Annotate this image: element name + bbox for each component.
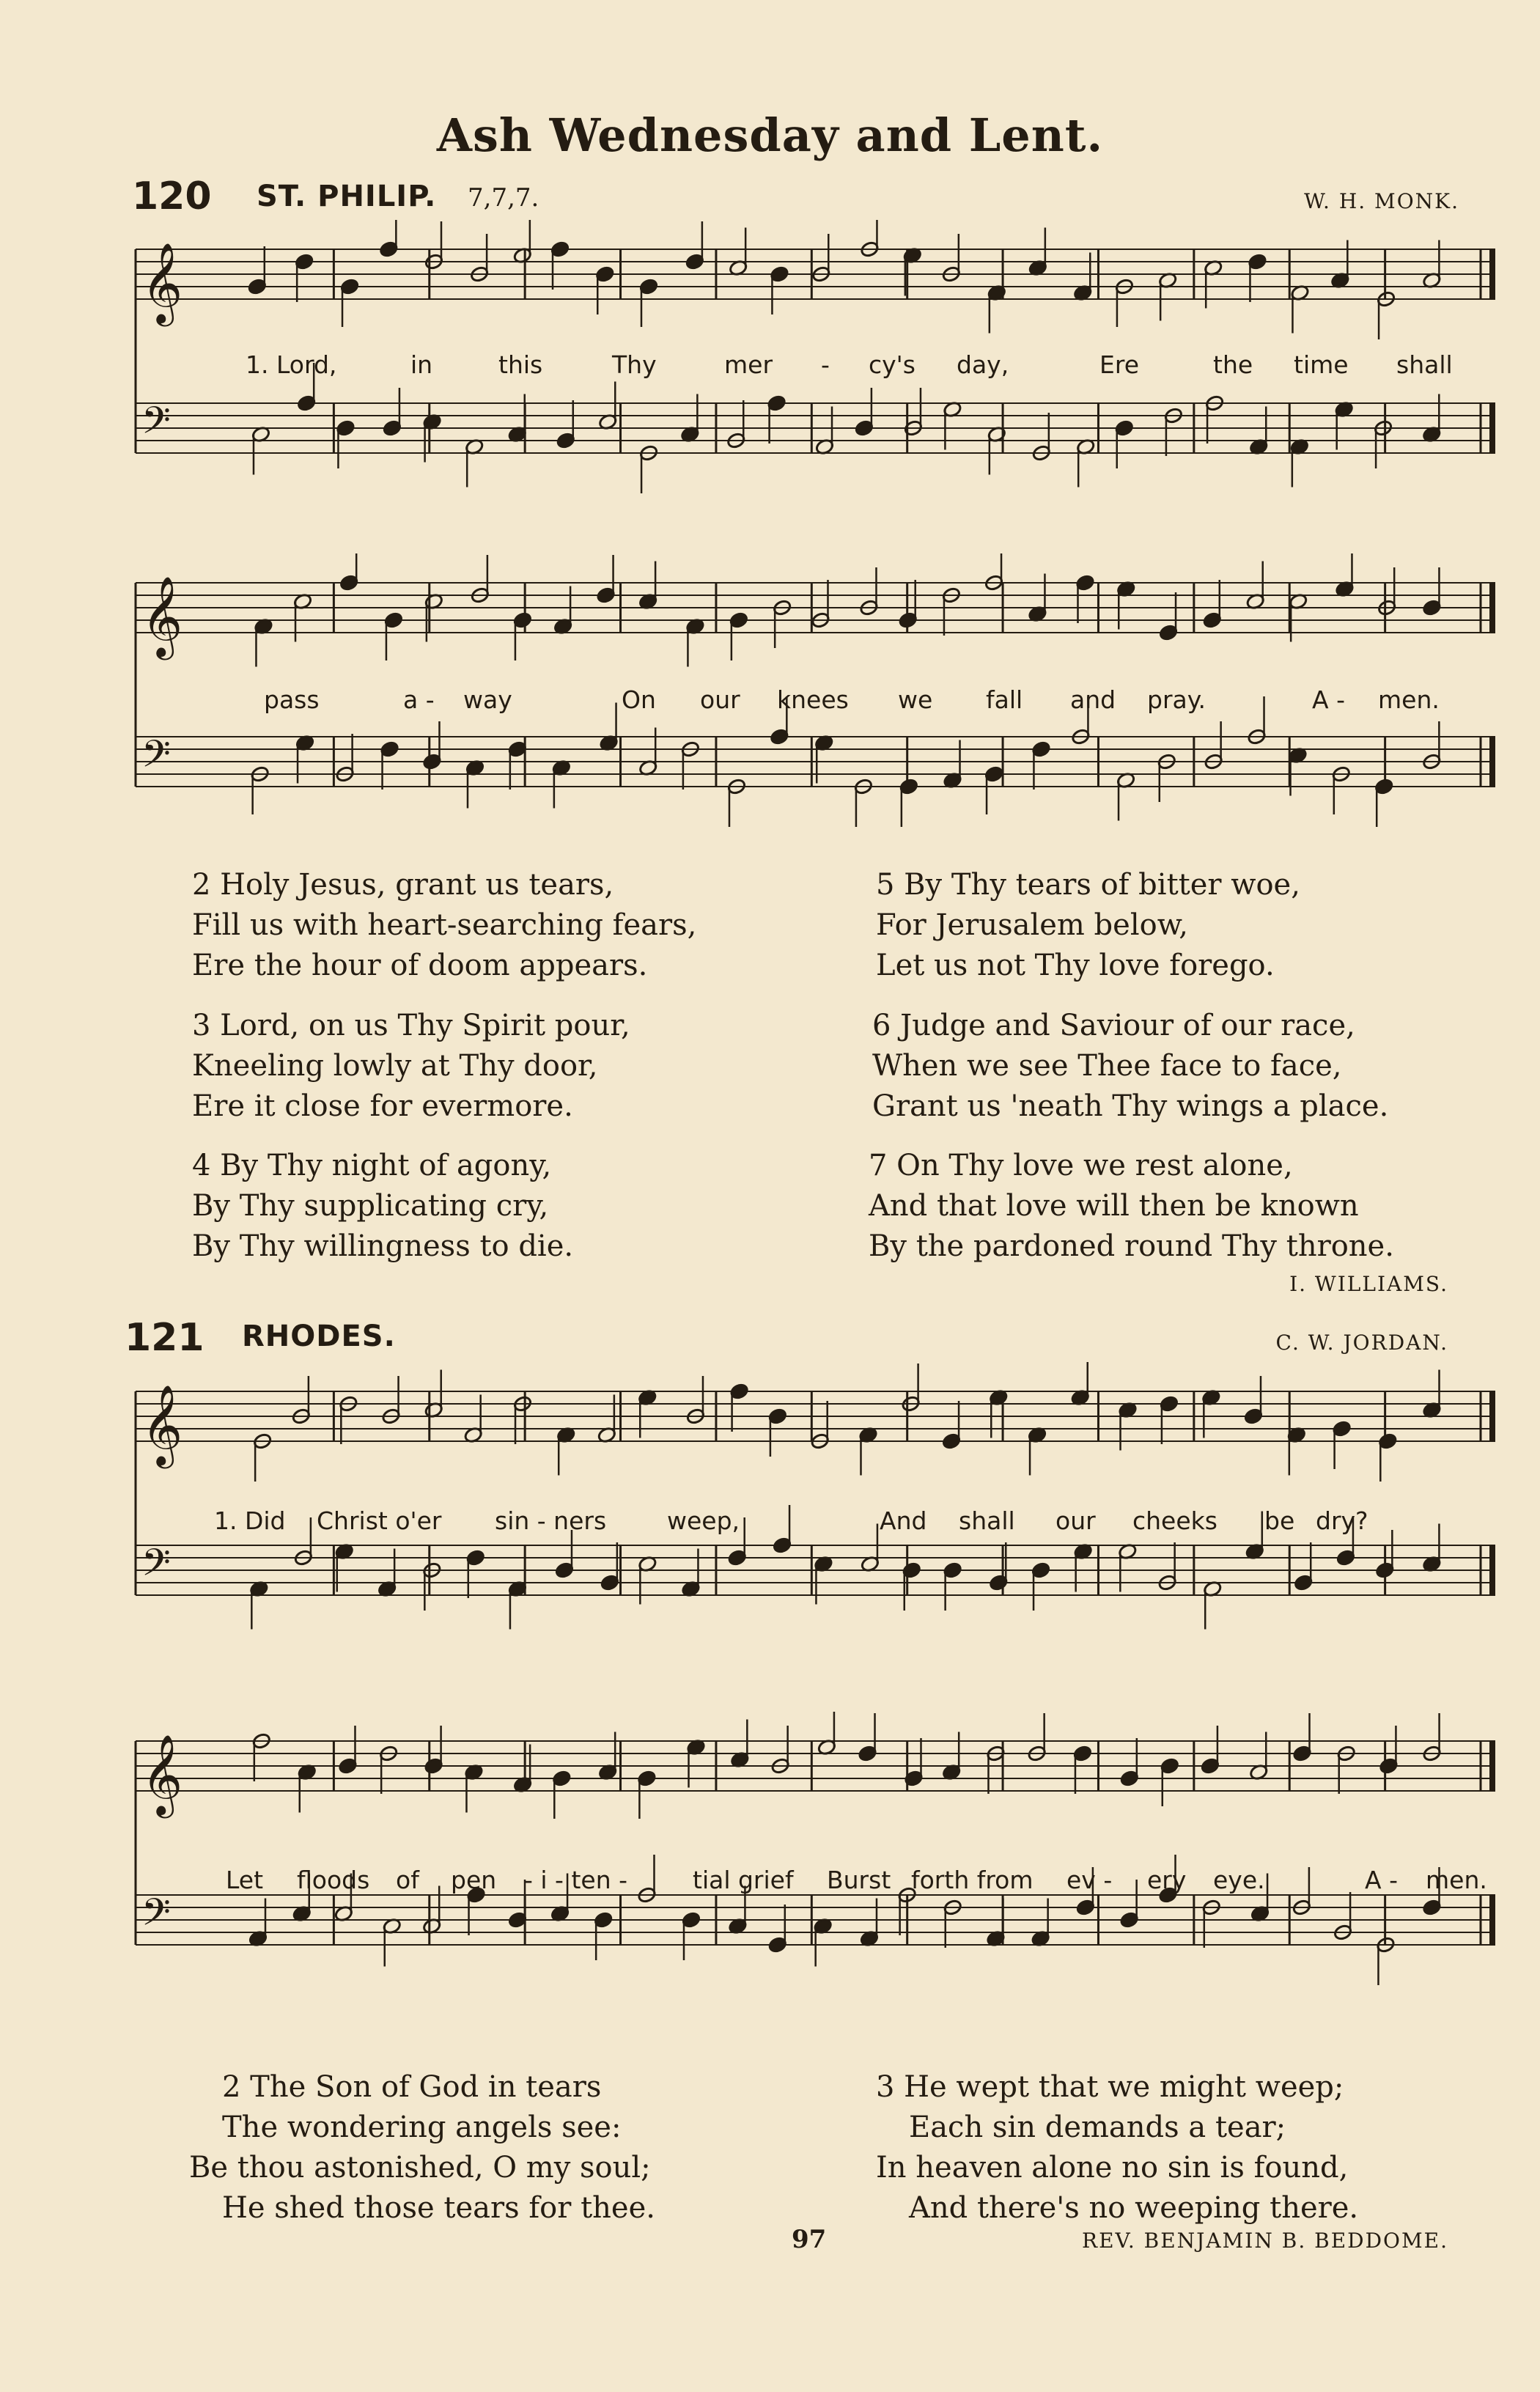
verse-line: He shed those tears for thee. bbox=[222, 2191, 655, 2225]
syllable: men. bbox=[1426, 1866, 1487, 1894]
syllable: On bbox=[622, 685, 656, 714]
verse-line: For Jerusalem below, bbox=[876, 908, 1188, 942]
verse-line: 3 He wept that we might weep; bbox=[876, 2070, 1344, 2104]
verse-line: And there's no weeping there. bbox=[909, 2191, 1359, 2225]
verse-line: Grant us 'neath Thy wings a place. bbox=[872, 1089, 1389, 1123]
stanza bbox=[869, 1146, 1394, 1267]
syllable: - i - ten - bbox=[524, 1866, 628, 1894]
syllable: men. bbox=[1378, 685, 1440, 714]
composer: C. W. JORDAN. bbox=[1275, 1331, 1448, 1355]
verse-line: 2 Holy Jesus, grant us tears, bbox=[192, 868, 614, 902]
verse-line: 2 The Son of God in tears bbox=[222, 2070, 602, 2104]
syllable: forth from bbox=[911, 1866, 1034, 1894]
lyrics-line bbox=[0, 1506, 1540, 1536]
verse-line: Kneeling lowly at Thy door, bbox=[192, 1049, 598, 1083]
verse-line: And that love will then be known bbox=[869, 1189, 1359, 1223]
tune-name: ST. PHILIP. bbox=[257, 180, 437, 213]
composer: W. H. MONK. bbox=[1304, 189, 1459, 213]
syllable: - bbox=[821, 350, 830, 379]
syllable: way bbox=[463, 685, 512, 714]
syllable: in bbox=[410, 350, 433, 379]
lyrics-line bbox=[0, 350, 1540, 380]
verse-line: In heaven alone no sin is found, bbox=[876, 2151, 1349, 2185]
syllable: of bbox=[396, 1866, 419, 1894]
section-title: Ash Wednesday and Lent. bbox=[436, 108, 1104, 162]
verse-line: 4 By Thy night of agony, bbox=[192, 1149, 552, 1182]
verse-line: By Thy supplicating cry, bbox=[192, 1189, 549, 1223]
syllable: floods bbox=[297, 1866, 370, 1894]
syllable: Let bbox=[226, 1866, 264, 1894]
hymn-number: 120 bbox=[132, 174, 212, 218]
bass-clef-icon: 𝄢 bbox=[141, 1890, 171, 1943]
bass-clef-icon: 𝄢 bbox=[141, 1540, 171, 1594]
syllable: our bbox=[1055, 1506, 1096, 1535]
lyrics-line bbox=[0, 1866, 1540, 1895]
author: REV. BENJAMIN B. BEDDOME. bbox=[1082, 2229, 1448, 2253]
syllable: the bbox=[1213, 350, 1253, 379]
stanza bbox=[192, 865, 696, 986]
verse-line: 7 On Thy love we rest alone, bbox=[869, 1149, 1293, 1182]
verse-line: Each sin demands a tear; bbox=[909, 2111, 1286, 2144]
meter: 7,7,7. bbox=[468, 183, 539, 213]
verse-line: Let us not Thy love forego. bbox=[876, 949, 1275, 982]
syllable: pass bbox=[264, 685, 320, 714]
syllable: our bbox=[700, 685, 740, 714]
hymn-number: 121 bbox=[125, 1316, 205, 1360]
treble-clef-icon: 𝄞 bbox=[141, 243, 183, 323]
syllable: Ere bbox=[1099, 350, 1139, 379]
syllable: weep, bbox=[667, 1506, 740, 1535]
verse-line: 6 Judge and Saviour of our race, bbox=[872, 1009, 1355, 1042]
treble-clef-icon: 𝄞 bbox=[141, 1385, 183, 1465]
verse-line: Ere the hour of doom appears. bbox=[192, 949, 648, 982]
tune-name: RHODES. bbox=[242, 1320, 396, 1353]
syllable: Christ o'er bbox=[317, 1506, 442, 1535]
syllable: time bbox=[1294, 350, 1349, 379]
syllable: eye. bbox=[1213, 1866, 1265, 1894]
verse-line: 3 Lord, on us Thy Spirit pour, bbox=[192, 1009, 630, 1042]
stanza bbox=[876, 865, 1300, 986]
syllable: And bbox=[880, 1506, 927, 1535]
syllable: a - bbox=[403, 685, 435, 714]
stanza bbox=[192, 1146, 573, 1267]
syllable: and bbox=[1070, 685, 1116, 714]
verse-line: 5 By Thy tears of bitter woe, bbox=[876, 868, 1300, 902]
lyrics-line bbox=[0, 685, 1540, 715]
verse-line: Ere it close for evermore. bbox=[192, 1089, 573, 1123]
stanza bbox=[192, 1006, 630, 1127]
syllable: tial grief bbox=[693, 1866, 794, 1894]
syllable: sin - ners bbox=[495, 1506, 607, 1535]
treble-clef-icon: 𝄞 bbox=[141, 1734, 183, 1815]
syllable: 1. Did bbox=[214, 1506, 286, 1535]
syllable: pray. bbox=[1147, 685, 1206, 714]
verse-line: The wondering angels see: bbox=[222, 2111, 622, 2144]
stanza bbox=[189, 2067, 655, 2229]
syllable: Thy bbox=[612, 350, 657, 379]
syllable: shall bbox=[1396, 350, 1453, 379]
syllable: be bbox=[1264, 1506, 1295, 1535]
bass-clef-icon: 𝄢 bbox=[141, 398, 171, 452]
stanza bbox=[876, 2067, 1358, 2229]
syllable: we bbox=[898, 685, 933, 714]
syllable: pen bbox=[451, 1866, 497, 1894]
bass-clef-icon: 𝄢 bbox=[141, 732, 171, 785]
treble-clef-icon: 𝄞 bbox=[141, 576, 183, 657]
syllable: ery bbox=[1147, 1866, 1187, 1894]
verse-line: By Thy willingness to die. bbox=[192, 1229, 574, 1263]
syllable: day, bbox=[957, 350, 1009, 379]
syllable: A - bbox=[1365, 1866, 1398, 1894]
syllable: A - bbox=[1312, 685, 1345, 714]
syllable: cy's bbox=[869, 350, 915, 379]
verse-line: Be thou astonished, O my soul; bbox=[189, 2151, 651, 2185]
stanza bbox=[872, 1006, 1388, 1127]
syllable: 1. Lord, bbox=[246, 350, 337, 379]
syllable: Burst bbox=[827, 1866, 891, 1894]
syllable: dry? bbox=[1316, 1506, 1368, 1535]
syllable: fall bbox=[986, 685, 1023, 714]
syllable: ev - bbox=[1066, 1866, 1113, 1894]
syllable: shall bbox=[959, 1506, 1015, 1535]
syllable: cheeks bbox=[1132, 1506, 1217, 1535]
syllable: mer bbox=[724, 350, 773, 379]
author: I. WILLIAMS. bbox=[1289, 1272, 1448, 1296]
syllable: knees bbox=[777, 685, 849, 714]
verse-line: Fill us with heart-searching fears, bbox=[192, 908, 697, 942]
verse-line: When we see Thee face to face, bbox=[872, 1049, 1342, 1083]
syllable: this bbox=[498, 350, 543, 379]
verse-line: By the pardoned round Thy throne. bbox=[869, 1229, 1394, 1263]
page-number: 97 bbox=[792, 2225, 827, 2254]
